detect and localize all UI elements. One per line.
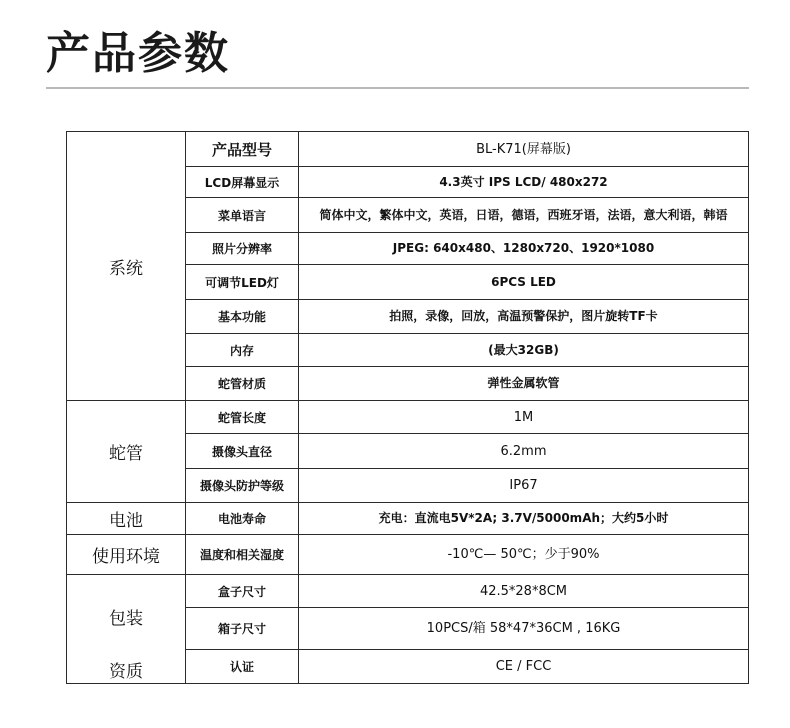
row-value: 10PCS/箱 58*47*36CM , 16KG bbox=[299, 608, 749, 649]
row-value: BL-K71(屏幕版) bbox=[299, 132, 749, 167]
row-label: 电池寿命 bbox=[186, 503, 299, 535]
row-label: 摄像头直径 bbox=[186, 434, 299, 469]
row-value: CE / FCC bbox=[299, 649, 749, 683]
row-value: JPEG: 640x480、1280x720、1920*1080 bbox=[299, 233, 749, 265]
title-divider bbox=[46, 87, 749, 89]
row-label: 摄像头防护等级 bbox=[186, 469, 299, 503]
page-title: 产品参数 bbox=[46, 28, 230, 79]
category-gooseneck: 蛇管 bbox=[67, 401, 186, 503]
row-label: 温度和相关湿度 bbox=[186, 535, 299, 575]
row-value: 4.3英寸 IPS LCD/ 480x272 bbox=[299, 167, 749, 198]
row-value: 6.2mm bbox=[299, 434, 749, 469]
category-battery: 电池 bbox=[67, 503, 186, 535]
row-label: 菜单语言 bbox=[186, 198, 299, 233]
table-row bbox=[67, 575, 749, 608]
row-label: 蛇管长度 bbox=[186, 401, 299, 434]
category-qualification: 资质 bbox=[109, 662, 143, 682]
row-value: 拍照，录像，回放，高温预警保护，图片旋转TF卡 bbox=[299, 300, 749, 334]
table-row bbox=[67, 132, 749, 167]
row-label: 箱子尺寸 bbox=[186, 608, 299, 649]
row-label: 认证 bbox=[186, 649, 299, 683]
category-packaging: 包装 bbox=[109, 608, 143, 629]
table-row bbox=[67, 503, 749, 535]
row-value: 42.5*28*8CM bbox=[299, 575, 749, 608]
row-value: 充电：直流电5V*2A; 3.7V/5000mAh；大约5小时 bbox=[299, 503, 749, 535]
row-label: 盒子尺寸 bbox=[186, 575, 299, 608]
row-value: 弹性金属软管 bbox=[299, 367, 749, 401]
table-row bbox=[67, 535, 749, 575]
row-label: 基本功能 bbox=[186, 300, 299, 334]
spec-table bbox=[66, 131, 749, 684]
row-value: 简体中文，繁体中文，英语，日语，德语，西班牙语，法语，意大利语，韩语 bbox=[299, 198, 749, 233]
table-row bbox=[67, 401, 749, 434]
category-system: 系统 bbox=[67, 132, 186, 401]
category-environment: 使用环境 bbox=[67, 535, 186, 575]
row-value: 6PCS LED bbox=[299, 265, 749, 300]
row-value: (最大32GB) bbox=[299, 334, 749, 367]
row-value: -10℃— 50℃；少于90% bbox=[299, 535, 749, 575]
row-label: 照片分辨率 bbox=[186, 233, 299, 265]
row-label: 可调节LED灯 bbox=[186, 265, 299, 300]
row-value: 1M bbox=[299, 401, 749, 434]
row-label: LCD屏幕显示 bbox=[186, 167, 299, 198]
row-label: 蛇管材质 bbox=[186, 367, 299, 401]
row-label: 产品型号 bbox=[186, 132, 299, 167]
row-label: 内存 bbox=[186, 334, 299, 367]
row-value: IP67 bbox=[299, 469, 749, 503]
category-packaging-qualification-cell bbox=[67, 575, 186, 684]
